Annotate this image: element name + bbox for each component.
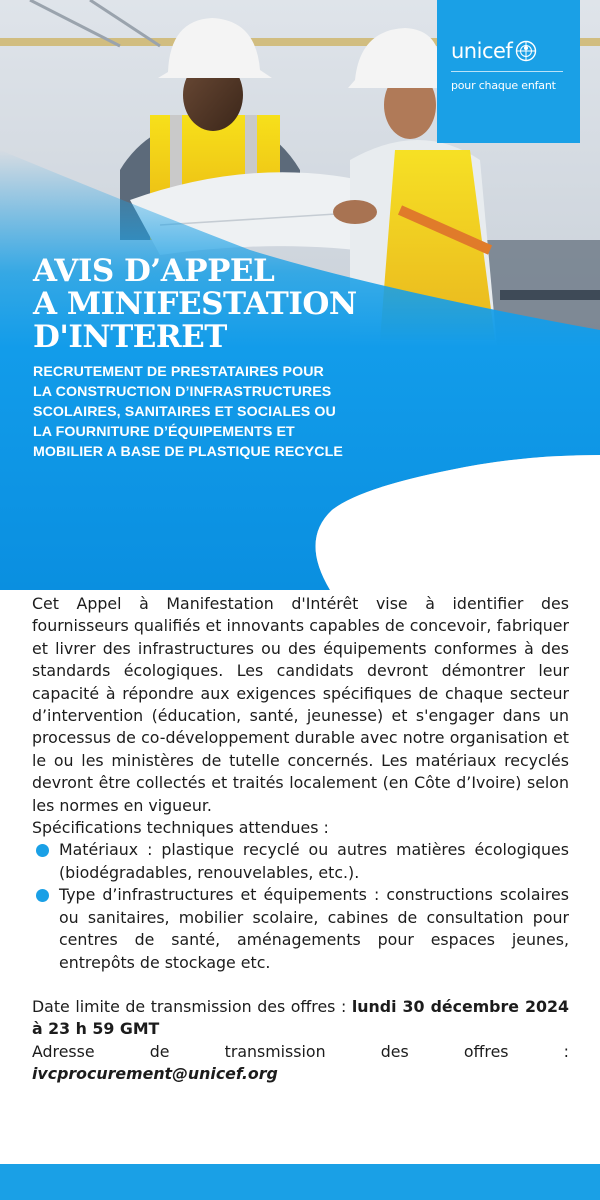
specs-heading: Spécifications techniques attendues : (32, 818, 329, 838)
subtitle-line: SCOLAIRES, SANITAIRES ET SOCIALES OU (33, 404, 336, 420)
address-label: Adresse de transmission des offres : (32, 1041, 569, 1061)
page-subtitle (33, 362, 433, 462)
subtitle-line: LA CONSTRUCTION D’INFRASTRUCTURES (33, 384, 332, 400)
logo-divider (451, 71, 563, 72)
title-line: D'INTERET (33, 319, 227, 355)
bullet-dot-icon (36, 889, 49, 902)
bullet-text: Matériaux : plastique recyclé ou autres matières écologiques (biodégradables, renouvelables, etc.). (59, 840, 569, 882)
footer-bar (0, 1164, 600, 1200)
subtitle-line: RECRUTEMENT DE PRESTATAIRES POUR (33, 364, 324, 380)
subtitle-line: LA FOURNITURE D’ÉQUIPEMENTS ET (33, 424, 295, 440)
logo-tagline: pour chaque enfant (451, 79, 556, 92)
logo-wordmark: unicef (451, 38, 513, 63)
page-title (33, 255, 453, 354)
deadline-value: lundi 30 décembre 2024 à 23 h 59 GMT (32, 996, 569, 1039)
intro-paragraph: Cet Appel à Manifestation d'Intérêt vise à identifier des fournisseurs qualifiés et innovants capables de concevoir, fabriquer et livrer des infrastructures ou des équipements conformes à des standards écologiques. Les candidats devront démontrer leur capacité à répondre aux exigences spécifiques de chaque secteur d’intervention (éducation, santé, jeunesse) et s'engager dans un processus de co-développement durable avec notre organisation et le ou les ministères de tutelle concernés. Les matériaux recyclés devront être collectés et traités localement (en Côte d’Ivoire) selon les normes en vigueur. (32, 594, 569, 815)
bullet-text: Type d’infrastructures et équipements : constructions scolaires ou sanitaires, mobilier scolaire, cabines de consultation pour centres de santé, aménagements pour espaces jeunes, entrepôts de stockage etc. (59, 885, 569, 972)
title-line: AVIS D’APPEL (33, 253, 275, 289)
subtitle-line: MOBILIER A BASE DE PLASTIQUE RECYCLE (33, 444, 343, 460)
address-email-link[interactable]: ivcprocurement@unicef.org (32, 1064, 278, 1084)
list-item (32, 839, 569, 884)
unicef-emblem-icon (515, 40, 537, 62)
address-line (32, 1041, 569, 1086)
deadline-label: Date limite de transmission des offres : (32, 996, 352, 1016)
list-item (32, 884, 569, 974)
unicef-logo (437, 0, 580, 143)
title-line: A MINIFESTATION (33, 286, 357, 322)
announcement-body (32, 593, 569, 1086)
deadline-line (32, 996, 569, 1041)
bullet-dot-icon (36, 844, 49, 857)
